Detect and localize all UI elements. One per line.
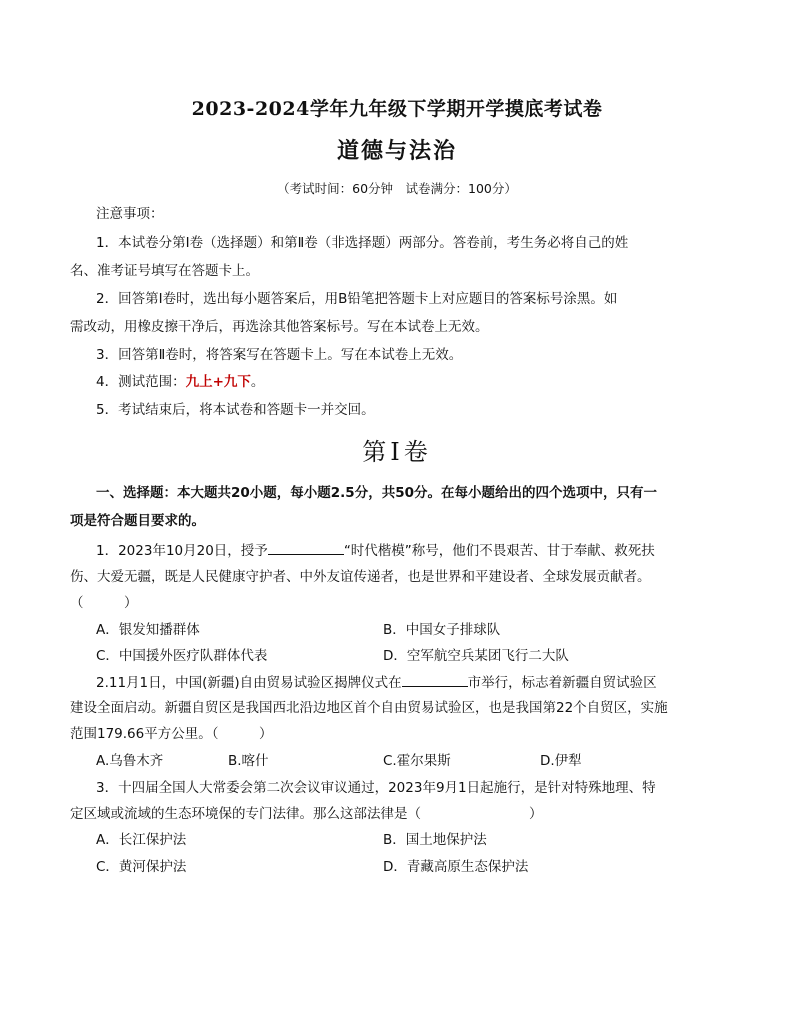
volume-heading: 第Ⅰ卷: [362, 438, 432, 466]
notice-heading: 注意事项：: [96, 206, 164, 222]
question-1-line1: [96, 540, 655, 561]
test-scope: 九上+九下: [185, 374, 251, 390]
question-1-option-c: C．中国援外医疗队群体代表: [96, 648, 268, 664]
notice-item-5: 5．考试结束后，将本试卷和答题卡一并交回。: [96, 402, 375, 418]
question-1-paren: （ ）: [70, 595, 138, 611]
question-2-option-a: A.乌鲁木齐: [96, 753, 164, 769]
section-heading-line2: 项是符合题目要求的。: [70, 513, 205, 529]
question-3-option-a: A．长江保护法: [96, 832, 187, 848]
notice-item-2-line2: 需改动，用橡皮擦干净后，再选涂其他答案标号。写在本试卷上无效。: [70, 319, 489, 335]
notice-item-1-line2: 名、准考证号填写在答题卡上。: [70, 263, 259, 279]
question-3-line2: 定区域或流域的生态环境保的专门法律。那么这部法律是（ ）: [70, 806, 543, 822]
question-3-line1: 3．十四届全国人大常委会第二次会议审议通过，2023年9月1日起施行，是针对特殊地理、特: [96, 780, 656, 796]
subject-title: 道德与法治: [336, 138, 457, 164]
question-1-option-b: B．中国女子排球队: [383, 622, 501, 638]
question-2-line1: [96, 672, 657, 693]
question-3-option-c: C．黄河保护法: [96, 859, 187, 875]
question-2-stem-a: 2.11月1日，中国(新疆)自由贸易试验区揭牌仪式在: [96, 675, 402, 691]
notice-item-3: 3．回答第Ⅱ卷时，将答案写在答题卡上。写在本试卷上无效。: [96, 347, 463, 363]
question-2-option-c: C.霍尔果斯: [383, 753, 451, 769]
section-heading-line1: 一、选择题：本大题共20小题，每小题2.5分，共50分。在每小题给出的四个选项中，只有一: [96, 485, 657, 501]
notice-item-4-suffix: 。: [250, 374, 265, 390]
notice-item-2-line1: 2．回答第Ⅰ卷时，选出每小题答案后，用B铅笔把答题卡上对应题目的答案标号涂黑。如: [96, 291, 618, 307]
notice-item-4-prefix: 4．测试范围：: [96, 374, 186, 390]
exam-meta: （考试时间：60分钟 试卷满分：100分）: [277, 181, 517, 196]
question-1-option-a: A．银发知播群体: [96, 622, 200, 638]
question-1-stem-b: “时代楷模”称号，他们不畏艰苦、甘于奉献、救死扶: [343, 543, 655, 559]
question-3-option-d: D．青藏高原生态保护法: [383, 859, 529, 875]
question-1-line2: 伤、大爱无疆，既是人民健康守护者、中外友谊传递者，也是世界和平建设者、全球发展贡献者。: [70, 569, 651, 585]
notice-item-4: [96, 372, 264, 392]
question-1-option-d: D．空军航空兵某团飞行二大队: [383, 648, 569, 664]
answer-blank: [402, 672, 468, 687]
notice-item-1-line1: 1．本试卷分第Ⅰ卷（选择题）和第Ⅱ卷（非选择题）两部分。答卷前，考生务必将自己的姓: [96, 235, 629, 251]
question-3-option-b: B．国土地保护法: [383, 832, 487, 848]
question-2-option-b: B.喀什: [228, 753, 269, 769]
question-2-stem-b: 市举行，标志着新疆自贸试验区: [467, 675, 657, 691]
question-2-option-d: D.伊犁: [540, 753, 582, 769]
question-2-line2: 建设全面启动。新疆自贸区是我国西北沿边地区首个自由贸易试验区，也是我国第22个自贸区，实施: [70, 700, 668, 716]
question-2-line3: 范围179.66平方公里。（ ）: [70, 726, 273, 742]
exam-title: 2023-2024学年九年级下学期开学摸底考试卷: [191, 98, 603, 120]
question-1-stem-a: 1．2023年10月20日，授予: [96, 543, 268, 559]
answer-blank: [268, 540, 344, 555]
